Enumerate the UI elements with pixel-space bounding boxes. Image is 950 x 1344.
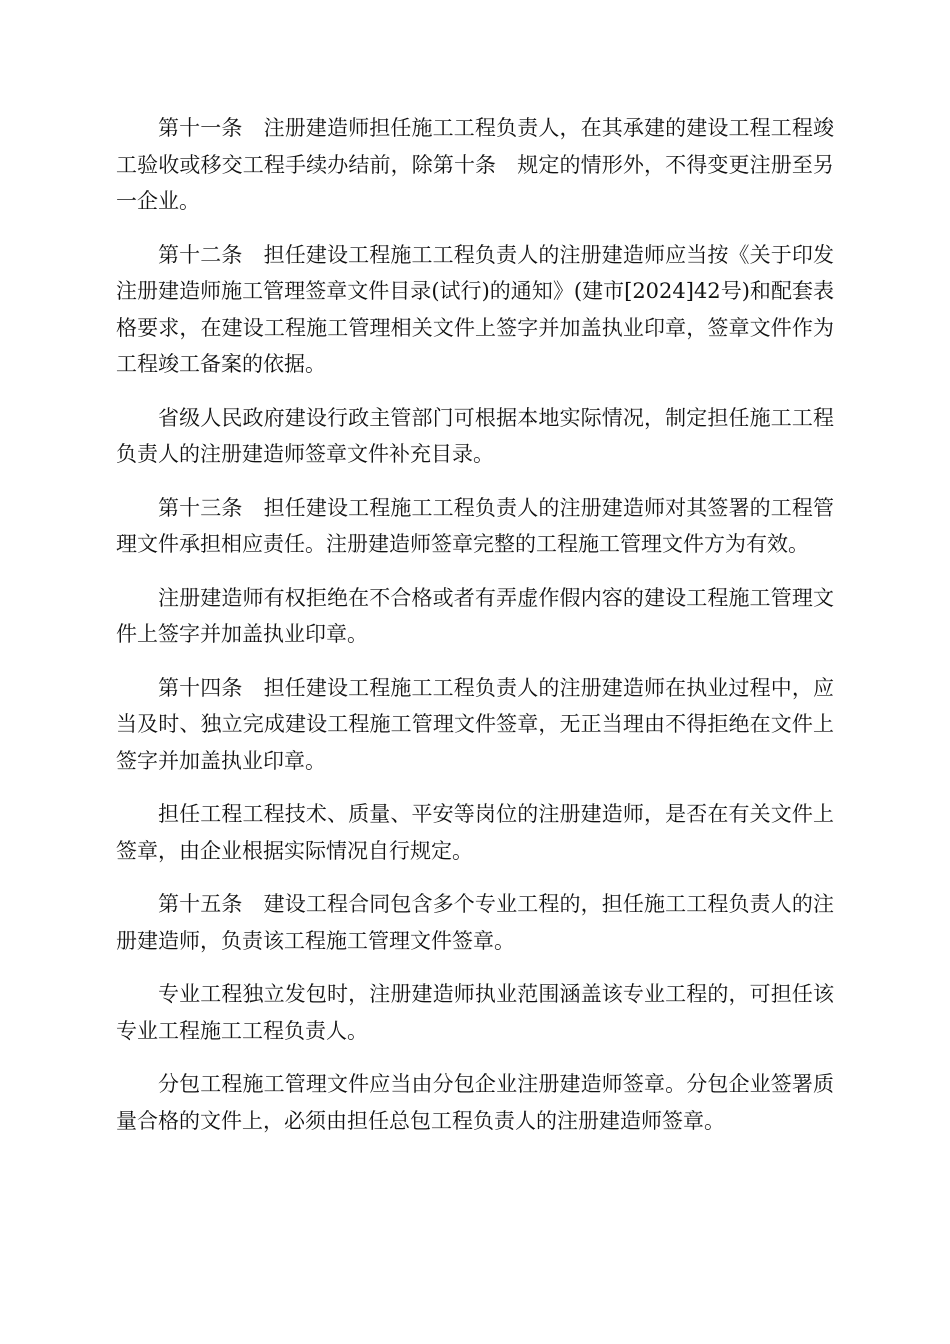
article-13-paragraph: 第十三条 担任建设工程施工工程负责人的注册建造师对其签署的工程管理文件承担相应责任。注册建造师签章完整的工程施工管理文件方为有效。 bbox=[116, 495, 834, 556]
article-12-supplement-paragraph: 省级人民政府建设行政主管部门可根据本地实际情况，制定担任施工工程负责人的注册建造师签章文件补充目录。 bbox=[116, 405, 834, 466]
article-12-paragraph: 第十二条 担任建设工程施工工程负责人的注册建造师应当按《关于印发注册建造师施工管理签章文件目录(试行)的通知》(建市[2024]42号)和配套表格要求，在建设工程施工管理相关文件上签字并加盖执业印章，签章文件作为工程竣工备案的依据。 bbox=[116, 242, 834, 376]
article-14-paragraph: 第十四条 担任建设工程施工工程负责人的注册建造师在执业过程中，应当及时、独立完成建设工程施工管理文件签章，无正当理由不得拒绝在文件上签字并加盖执业印章。 bbox=[116, 675, 834, 773]
article-11-paragraph: 第十一条 注册建造师担任施工工程负责人，在其承建的建设工程工程竣工验收或移交工程手续办结前，除第十条 规定的情形外，不得变更注册至另一企业。 bbox=[116, 116, 834, 213]
document-body bbox=[116, 110, 834, 1156]
article-15-supplement-paragraph: 专业工程独立发包时，注册建造师执业范围涵盖该专业工程的，可担任该专业工程施工工程负责人。 bbox=[116, 982, 834, 1043]
article-13-supplement-paragraph: 注册建造师有权拒绝在不合格或者有弄虚作假内容的建设工程施工管理文件上签字并加盖执业印章。 bbox=[116, 585, 834, 646]
subcontract-paragraph: 分包工程施工管理文件应当由分包企业注册建造师签章。分包企业签署质量合格的文件上，必须由担任总包工程负责人的注册建造师签章。 bbox=[116, 1072, 834, 1133]
article-14-supplement-paragraph: 担任工程工程技术、质量、平安等岗位的注册建造师，是否在有关文件上签章，由企业根据实际情况自行规定。 bbox=[116, 802, 834, 863]
article-15-paragraph: 第十五条 建设工程合同包含多个专业工程的，担任施工工程负责人的注册建造师，负责该工程施工管理文件签章。 bbox=[116, 892, 834, 953]
